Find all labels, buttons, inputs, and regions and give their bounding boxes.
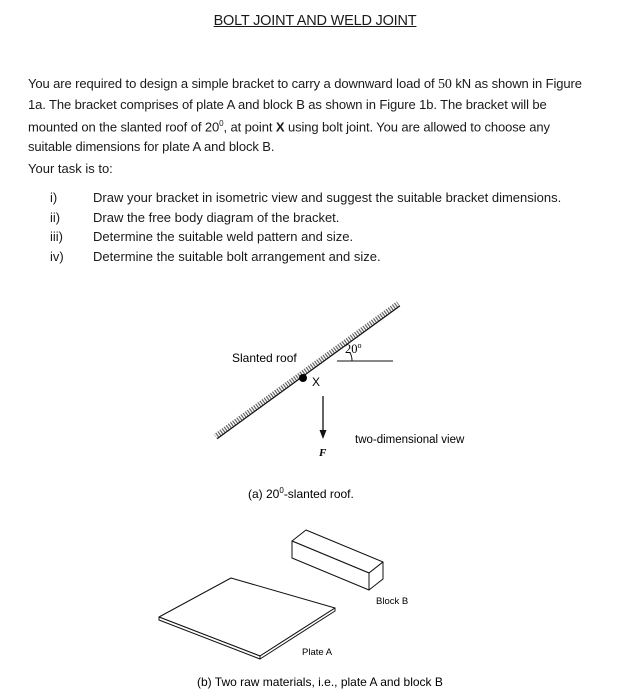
point-x-marker	[299, 374, 307, 382]
roof-line	[217, 306, 400, 439]
view-label: two-dimensional view	[355, 434, 465, 446]
plate-label: Plate A	[302, 647, 333, 658]
force-label: F	[319, 447, 327, 459]
figure-b	[159, 530, 443, 689]
task-intro: Your task is to:	[28, 161, 113, 176]
list-item: iv) Determine the suitable bolt arrangement and size.	[50, 248, 381, 264]
block-label: Block B	[376, 596, 409, 607]
point-label: X	[312, 375, 321, 389]
page-title: BOLT JOINT AND WELD JOINT	[213, 13, 417, 29]
roof-hatching	[214, 301, 400, 438]
force-arrow-head	[320, 430, 327, 439]
figure-a-caption: (a) $20^0$-slanted roof.	[248, 486, 354, 501]
list-item: i) Draw your bracket in isometric view and suggest the suitable bracket dimensions.	[50, 190, 562, 205]
list-item: ii) Draw the free body diagram of the bracket.	[50, 209, 340, 225]
figure-a	[214, 301, 465, 501]
point-x: X	[275, 119, 285, 135]
list-item: iii) Determine the suitable weld pattern and size.	[50, 229, 354, 244]
roof-label: Slanted roof	[232, 351, 297, 365]
block-b	[292, 530, 383, 590]
angle-label: 20$^o$	[345, 341, 362, 356]
intro-paragraph: You are required to design a simple bracket to carry a downward load of 50 kN as shown in Figure 1a. The bracket comprises of plate A and block B as shown in Figure 1b. The bracket will be mounted on the slanted roof of $20^0$, at point X using bolt joint. You are allowed to choose any suitable dimensions for plate A and block B.	[28, 76, 582, 154]
figure-b-caption: (b) Two raw materials, i.e., plate A and block B	[197, 675, 443, 689]
load-value: 50	[438, 77, 452, 92]
